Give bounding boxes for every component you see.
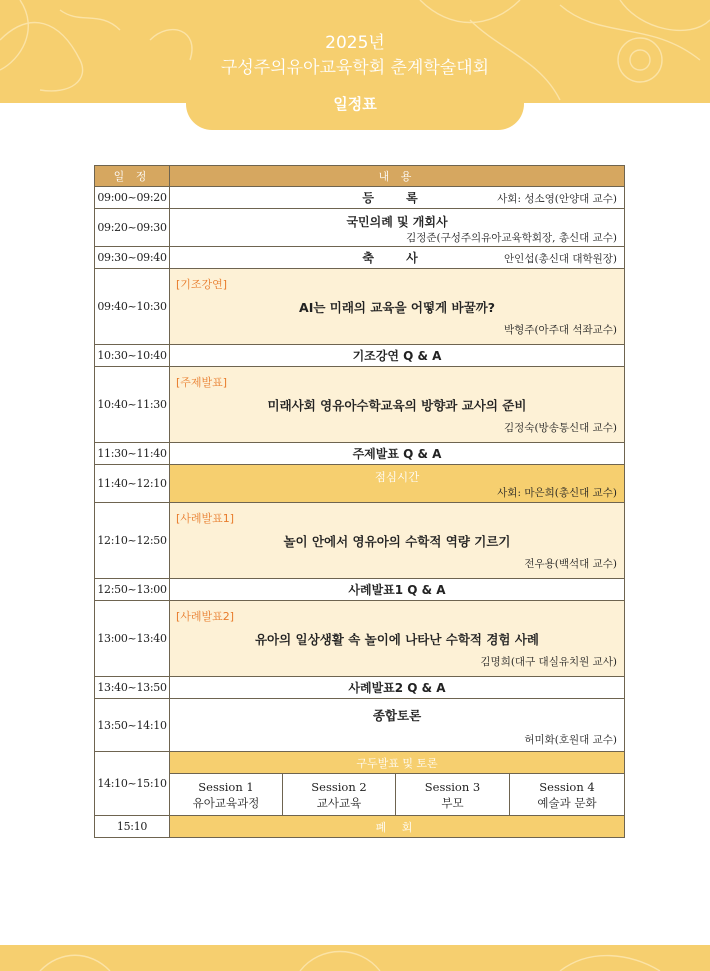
row-speaker: 허미화(호원대 교수) bbox=[524, 733, 617, 746]
sessions-row bbox=[95, 774, 625, 816]
session-cell bbox=[396, 774, 510, 816]
table-row bbox=[95, 601, 625, 677]
row-title: 축 사 bbox=[362, 251, 432, 265]
table-row bbox=[95, 503, 625, 579]
session-name: Session 2 bbox=[311, 779, 367, 794]
row-time: 09:00~09:20 bbox=[95, 187, 170, 209]
row-speaker: 박형주(아주대 석좌교수) bbox=[504, 324, 617, 336]
row-tag: [사례발표2] bbox=[176, 610, 235, 623]
row-time: 13:50~14:10 bbox=[95, 699, 170, 752]
row-speaker: 사회: 마은희(총신대 교수) bbox=[497, 487, 617, 499]
header-content: 내 용 bbox=[170, 166, 625, 187]
row-title: 주제발표 Q & A bbox=[170, 443, 625, 465]
table-row bbox=[95, 677, 625, 699]
table-row bbox=[95, 699, 625, 752]
row-tag: [사례발표1] bbox=[176, 512, 235, 525]
row-title: 점심시간 bbox=[374, 470, 420, 484]
table-row bbox=[95, 465, 625, 503]
row-speaker: 사회: 성소영(안양대 교수) bbox=[497, 193, 617, 205]
table-row bbox=[95, 367, 625, 443]
row-title: 기조강연 Q & A bbox=[170, 345, 625, 367]
floral-decoration-icon bbox=[0, 945, 710, 971]
schedule-table bbox=[94, 165, 625, 838]
session-cell bbox=[510, 774, 625, 816]
row-speaker: 전우용(백석대 교수) bbox=[524, 558, 617, 570]
session-name: Session 1 bbox=[198, 779, 254, 794]
row-title: 사례발표2 Q & A bbox=[170, 677, 625, 699]
row-title: 등 록 bbox=[362, 191, 432, 205]
row-title: 미래사회 영유아수학교육의 방향과 교사의 준비 bbox=[267, 398, 527, 413]
row-tag: [주제발표] bbox=[176, 376, 228, 389]
row-time: 15:10 bbox=[95, 816, 170, 838]
table-row bbox=[95, 579, 625, 601]
row-title: 구두발표 및 토론 bbox=[170, 752, 625, 774]
row-time: 10:40~11:30 bbox=[95, 367, 170, 443]
row-time: 11:40~12:10 bbox=[95, 465, 170, 503]
row-time: 14:10~15:10 bbox=[95, 752, 170, 816]
row-title: 놀이 안에서 영유아의 수학적 역량 기르기 bbox=[283, 534, 511, 549]
row-speaker: 김정준(구성주의유아교육학회장, 총신대 교수) bbox=[406, 232, 617, 244]
row-time: 12:50~13:00 bbox=[95, 579, 170, 601]
header-time: 일 정 bbox=[95, 166, 170, 187]
row-speaker: 김명희(대구 대실유치원 교사) bbox=[480, 656, 617, 668]
row-time: 12:10~12:50 bbox=[95, 503, 170, 579]
row-title: 국민의례 및 개회사 bbox=[346, 215, 448, 229]
table-row bbox=[95, 187, 625, 209]
session-cell bbox=[283, 774, 396, 816]
row-time: 09:20~09:30 bbox=[95, 209, 170, 247]
table-row bbox=[95, 345, 625, 367]
row-title: 사례발표1 Q & A bbox=[170, 579, 625, 601]
row-title: 유아의 일상생활 속 놀이에 나타난 수학적 경험 사례 bbox=[254, 632, 540, 647]
table-header-row bbox=[95, 166, 625, 187]
row-title: 폐 회 bbox=[170, 816, 625, 838]
row-time: 10:30~10:40 bbox=[95, 345, 170, 367]
row-title: 종합토론 bbox=[372, 707, 422, 723]
row-time: 13:00~13:40 bbox=[95, 601, 170, 677]
header-title: 구성주의유아교육학회 춘계학술대회 bbox=[220, 58, 490, 78]
row-tag: [기조강연] bbox=[176, 278, 228, 291]
table-row bbox=[95, 443, 625, 465]
session-name: Session 3 bbox=[424, 779, 481, 794]
table-row bbox=[95, 247, 625, 269]
row-time: 11:30~11:40 bbox=[95, 443, 170, 465]
row-time: 13:40~13:50 bbox=[95, 677, 170, 699]
row-time: 09:30~09:40 bbox=[95, 247, 170, 269]
header-year: 2025년 bbox=[325, 33, 385, 53]
table-row bbox=[95, 269, 625, 345]
session-name: Session 4 bbox=[539, 779, 595, 794]
session-topic: 유아교육과정 bbox=[192, 795, 260, 810]
table-row bbox=[95, 816, 625, 838]
session-topic: 예술과 문화 bbox=[537, 795, 597, 810]
row-time: 09:40~10:30 bbox=[95, 269, 170, 345]
table-row bbox=[95, 752, 625, 774]
session-topic: 교사교육 bbox=[316, 795, 362, 810]
page-footer-banner bbox=[0, 945, 710, 971]
row-title: AI는 미래의 교육을 어떻게 바꿀까? bbox=[299, 300, 495, 315]
row-speaker: 김정숙(방송통신대 교수) bbox=[504, 422, 617, 434]
session-topic: 부모 bbox=[441, 795, 464, 810]
header-subtitle: 일정표 bbox=[333, 95, 377, 113]
session-cell bbox=[170, 774, 283, 816]
row-speaker: 안인섭(총신대 대학원장) bbox=[504, 253, 617, 265]
table-row bbox=[95, 209, 625, 247]
